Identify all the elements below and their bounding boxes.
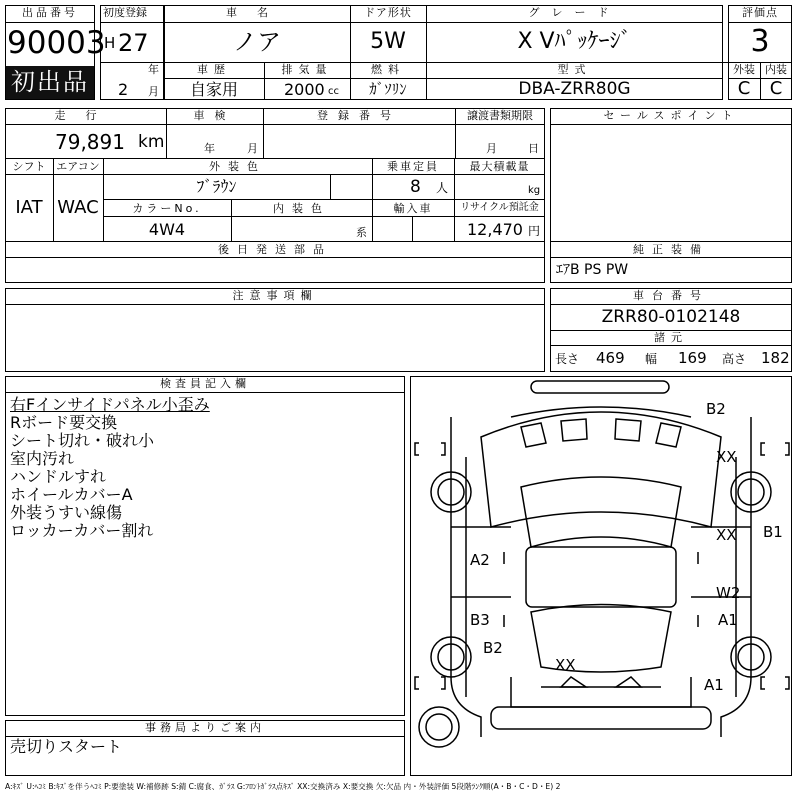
registration-number-label: 登録番号 <box>317 109 401 122</box>
car-name: ノア <box>233 28 281 56</box>
damage-mark: B1 <box>763 523 783 541</box>
mileage-unit: km <box>138 132 165 152</box>
exterior-color: ﾌﾞﾗｳﾝ <box>196 177 237 196</box>
recycle-label: リサイクル預託金 <box>460 202 539 213</box>
equipment-label: 純正装備 <box>633 243 709 256</box>
inspector-notes <box>10 396 210 540</box>
lot-number: 90003 <box>7 25 106 61</box>
door-type: 5W <box>370 29 406 54</box>
inspector-note: シート切れ・破れ小 <box>10 431 155 450</box>
inspection-year-unit: 年 <box>204 142 215 155</box>
inspector-note: 右Fインサイドパネル小歪み <box>10 395 210 414</box>
office-note: 売切りスタート <box>10 737 123 756</box>
exterior-label: 外装 <box>733 63 755 76</box>
first-registration-label: 初度登録 <box>103 6 147 19</box>
damage-mark: XX <box>555 656 576 674</box>
car-name-label: 車名 <box>226 6 288 19</box>
max-load-unit: kg <box>528 185 541 196</box>
later-parts-label: 後日発送部品 <box>218 243 332 256</box>
model: DBA-ZRR80G <box>518 79 631 99</box>
grade-label: グレード <box>528 6 621 19</box>
damage-diagram <box>410 376 792 776</box>
ac: WAC <box>57 197 99 218</box>
damage-mark: B3 <box>470 611 490 629</box>
ac-label: エアコン <box>56 160 100 173</box>
transfer-deadline-label: 譲渡書類期限 <box>467 109 533 122</box>
inspector-note: Rボード要交換 <box>10 413 118 432</box>
capacity-label: 乗車定員 <box>387 160 439 173</box>
mileage: 79,891 <box>55 130 125 154</box>
mileage-label: 走行 <box>54 109 117 122</box>
damage-mark: A1 <box>718 611 738 629</box>
inspection-month-unit: 月 <box>247 142 258 155</box>
damage-mark: B2 <box>706 400 726 418</box>
import-label: 輸入車 <box>393 202 433 215</box>
history: 自家用 <box>189 80 238 99</box>
score: 3 <box>750 24 770 59</box>
inspector-note: 室内汚れ <box>10 449 75 468</box>
fuel: ｶﾞｿﾘﾝ <box>369 80 407 98</box>
chassis-number: ZRR80-0102148 <box>601 307 741 327</box>
equipment: ｴｱB PS PW <box>556 262 629 278</box>
capacity-unit: 人 <box>436 181 449 195</box>
width: 169 <box>678 349 707 367</box>
dimensions-label: 諸元 <box>654 331 688 344</box>
capacity: 8 <box>410 177 421 197</box>
history-label: 車歴 <box>197 63 231 76</box>
max-load-label: 最大積載量 <box>469 160 530 173</box>
chassis-label: 車台番号 <box>633 289 709 302</box>
displacement-label: 排気量 <box>281 63 333 76</box>
color-number-label: カラーNo. <box>132 202 202 215</box>
registration-year-unit: 年 <box>148 63 159 76</box>
first-entry-badge-text: 初出品 <box>11 68 89 96</box>
exterior-score: C <box>737 78 751 99</box>
inspector-note: ハンドルすれ <box>10 467 107 486</box>
damage-mark: A1 <box>704 676 724 694</box>
shift-label: シフト <box>12 160 46 173</box>
registration-year: 27 <box>118 29 149 57</box>
displacement: 2000 <box>284 80 325 99</box>
inspector-note: ロッカーカバー割れ <box>10 521 154 540</box>
length: 469 <box>596 349 625 367</box>
interior-color-label: 内装色 <box>273 202 330 215</box>
first-entry-badge <box>6 66 94 99</box>
fuel-label: 燃料 <box>371 63 405 76</box>
shift: IAT <box>15 197 43 218</box>
width-label: 幅 <box>645 352 658 366</box>
door-label: ドア形状 <box>364 6 412 19</box>
length-label: 長さ <box>555 352 580 366</box>
damage-mark: XX <box>716 448 737 466</box>
score-label: 評価点 <box>742 6 778 19</box>
transfer-month-unit: 月 <box>486 142 497 155</box>
inspector-note: ホイールカバーA <box>10 485 133 504</box>
displacement-unit: cc <box>328 86 339 97</box>
grade: X Vﾊﾟｯｹｰｼﾞ <box>517 29 632 54</box>
inspector-label: 検査員記入欄 <box>160 377 250 390</box>
exterior-color-label: 外装色 <box>209 160 266 173</box>
registration-era: H <box>104 34 116 52</box>
recycle-fee-unit: 円 <box>528 224 541 238</box>
damage-mark: A2 <box>470 551 490 569</box>
interior-score: C <box>769 78 783 99</box>
office-label: 事務局よりご案内 <box>145 721 265 734</box>
height-label: 高さ <box>722 352 747 366</box>
interior-color-unit: 系 <box>356 226 367 239</box>
recycle-fee: 12,470 <box>467 220 523 239</box>
registration-month: 2 <box>118 80 129 99</box>
damage-mark: W2 <box>716 584 741 602</box>
color-number: 4W4 <box>148 220 186 239</box>
caution-label: 注意事項欄 <box>232 289 318 302</box>
lot-number-label: 出品番号 <box>22 6 78 19</box>
damage-mark: XX <box>716 526 737 544</box>
model-label: 型式 <box>557 63 592 76</box>
damage-mark: B2 <box>483 639 503 657</box>
registration-month-unit: 月 <box>148 85 159 98</box>
sales-points-label: セールスポイント <box>603 109 739 122</box>
inspector-note: 外装うすい線傷 <box>10 503 123 522</box>
legend: A:ｷｽﾞ U:ﾍｺﾐ B:ｷｽﾞを伴うﾍｺﾐ P:要塗装 W:補修跡 S:錆 C:腐食、ｶﾞﾗｽ G:ﾌﾛﾝﾄｶﾞﾗｽ点ｷｽﾞ XX:交換済み X:要交換 欠:欠品 内・外装評価 5段階ﾗﾝｸ順(A・B・C・D・E) 2 <box>5 782 561 791</box>
car-outline <box>411 377 791 775</box>
transfer-day-unit: 日 <box>528 142 539 155</box>
inspection-label: 車検 <box>193 109 236 122</box>
interior-label: 内装 <box>765 63 787 76</box>
height: 182 <box>761 349 790 367</box>
